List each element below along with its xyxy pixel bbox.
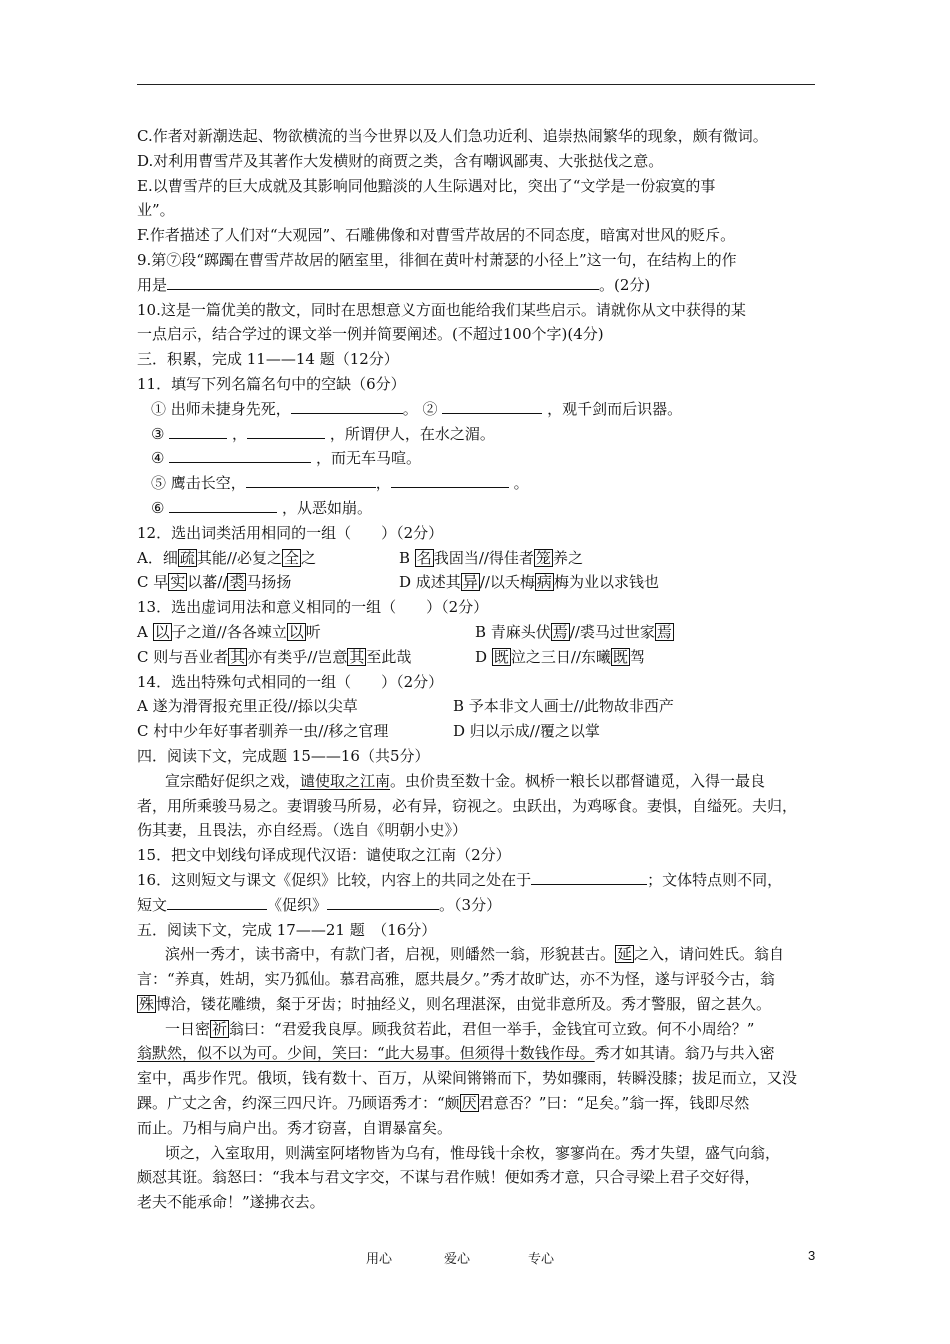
- passage2-p2-line3: 室中，禹步作咒。俄顷，钱有数十、百万，从梁间锵锵而下，势如骤雨，转瞬没膝；拔足而立，又没: [137, 1069, 798, 1088]
- passage1-line2: 者，用所乘骏马易之。妻谓骏马所易，必有异，窃视之。虫跃出，为鸡啄食。妻惧，自缢死。夫归，: [137, 796, 798, 815]
- passage2-p2-line5: 而止。乃相与扃户出。秀才窃喜，自谓暴富矣。: [137, 1118, 453, 1137]
- passage2-p2-line2: 翁默然，似不以为可。少间，笑曰：“此大易事。但须得十数钱作母。秀才如其请。翁乃与共入密: [137, 1044, 775, 1063]
- q9-line1: 9.第⑦段“踯躅在曹雪芹故居的陋室里，徘徊在黄叶村萧瑟的小径上”这一句，在结构上的作: [137, 250, 737, 269]
- q12-c-box2: 裘: [229, 573, 245, 592]
- passage1-line3: 伤其妻，且畏法，亦自经焉。（选自《明朝小史》）: [137, 821, 468, 840]
- passage2-p1-line1: 滨州一秀才，读书斋中，有款门者，启视，则皤然一翁，形貌甚古。 延 之入，请问姓氏。翁自: [165, 945, 785, 964]
- q12-d-box1: 异: [462, 573, 478, 592]
- section4-heading: 四．阅读下文，完成题 15——16（共5分）: [137, 746, 430, 765]
- q13-a-box1: 以: [154, 622, 170, 641]
- q16-line1: 16．这则短文与课文《促织》比较，内容上的共同之处在于 ；文体特点则不同，: [137, 870, 783, 889]
- q12-option-a: A．细 疏 其能//必复之 全 之: [137, 548, 316, 567]
- q14-row1: [137, 694, 815, 719]
- q13-option-b: B 青麻头伏 焉 //裘马过世家 焉: [475, 622, 672, 641]
- q11-blank-3[interactable]: [169, 424, 227, 439]
- passage2-p3-line1: 顷之，入室取用，则满室阿堵物皆为乌有，惟母钱十余枚，寥寥尚在。秀才失望，盛气向翁，: [165, 1143, 781, 1162]
- q11-item3-marker: ③: [151, 424, 165, 443]
- q11-item1: [137, 397, 815, 422]
- q16-blank-2[interactable]: [167, 895, 267, 910]
- q10-line1: 10.这是一篇优美的散文，同时在思想意义方面也能给我们某些启示。请就你从文中获得的某: [137, 300, 746, 319]
- header-rule: [137, 84, 815, 85]
- q13-option-a: A 以 子之道//各各竦立 以 听: [137, 622, 321, 641]
- q9-prefix: 用是: [137, 275, 168, 294]
- underlined-sentence: 谴使取之江南: [300, 771, 391, 790]
- option-c: C.作者对新潮迭起、物欲横流的当今世界以及人们急功近利、追崇热闹繁华的现象，颇有微词。: [137, 127, 768, 145]
- q13-option-c: C 则与吾业者 其 亦有类乎//岂意 其 至此哉: [137, 647, 412, 666]
- q11-item5-text: ⑤ 鹰击长空，: [151, 474, 246, 493]
- passage2-p1-line2: 言：“养真，姓胡，实乃狐仙。慕君高雅，愿共晨夕。”秀才故旷达，亦不为怪，遂与评驳今古，翁: [137, 970, 775, 989]
- option-e-line2: 业”。: [137, 201, 175, 220]
- q14-option-b: B 予本非文人画士//此物故非西产: [453, 697, 674, 716]
- q16-blank-3[interactable]: [327, 895, 439, 910]
- q9-suffix: 。(2分): [599, 275, 651, 294]
- passage2-p3-line3: 老夫不能承命！”遂拂衣去。: [137, 1193, 325, 1212]
- option-f: F.作者描述了人们对“大观园”、石雕佛像和对曹雪芹故居的不同态度，暗寓对世风的贬斥。: [137, 226, 736, 245]
- underlined-sentence-2: 翁默然，似不以为可。少间，笑曰：“此大易事。但须得十数钱作母。: [137, 1044, 595, 1063]
- q12-c-box1: 实: [170, 573, 186, 592]
- footer-slogan-2: 爱心: [444, 1252, 471, 1267]
- q11-item2-marker: 。 ②: [402, 399, 438, 418]
- q11-item3: [137, 422, 815, 447]
- q13-title: 13．选出虚词用法和意义相同的一组（ ）（2分）: [137, 598, 489, 617]
- q10-line2: 一点启示，结合学过的课文举一例并简要阐述。(不超过100个字)(4分): [137, 325, 604, 344]
- q11-item6-text: ，从恶如崩。: [282, 498, 373, 517]
- q11-blank-4[interactable]: [247, 424, 325, 439]
- q14-option-d: D 归以示成//覆之以掌: [453, 722, 600, 741]
- q12-a-box1: 疏: [179, 548, 195, 567]
- q12-d-box2: 病: [536, 573, 552, 592]
- option-d: D.对利用曹雪芹及其著作大发横财的商贾之类，含有嘲讽鄙夷、大张挞伐之意。: [137, 151, 664, 170]
- q11-item4-text: ，而无车马喧。: [316, 449, 422, 468]
- q11-blank-5[interactable]: [169, 448, 311, 463]
- section5-heading: 五．阅读下文，完成 17——21 题 （16分）: [137, 920, 437, 939]
- boxed-char-yan: 延: [617, 945, 633, 964]
- boxed-char-yan2: 厌: [461, 1094, 477, 1113]
- q11-blank-2[interactable]: [442, 399, 542, 414]
- page-content: [137, 124, 815, 1215]
- q12-row1: [137, 546, 815, 571]
- q12-b-box1: 名: [416, 548, 432, 567]
- q13-c-box1: 其: [230, 647, 246, 666]
- q11-item5-comma: ，: [375, 474, 391, 493]
- section3-heading: 三．积累，完成 11——14 题（12分）: [137, 350, 399, 369]
- q15: 15．把文中划线句译成现代汉语：谴使取之江南（2分）: [137, 846, 511, 865]
- q11-item6-marker: ⑥: [151, 498, 165, 517]
- q16-blank-1[interactable]: [531, 870, 647, 885]
- passage2-p3-line2: 颇怼其诳。翁怒曰：“我本与君文字交，不谋与君作贼！便如秀才意，只合寻梁上君子交好得，: [137, 1168, 760, 1187]
- passage2-p1-line3: 殊 博洽，镂花雕缋，粲于牙齿；时抽经义，则名理湛深，由觉非意所及。秀才警服，留之甚久。: [139, 994, 772, 1013]
- page-number: 3: [808, 1248, 816, 1263]
- q12-option-d: D 成述其 异 //以夭梅 病 梅为业以求钱也: [399, 573, 659, 592]
- q14-title: 14．选出特殊句式相同的一组（ ）（2分）: [137, 672, 444, 691]
- q14-row2: [137, 719, 815, 744]
- boxed-char-shu: 殊: [139, 994, 155, 1013]
- q11-item1-text: ① 出师未捷身先死，: [151, 399, 291, 418]
- q11-item3-comma: ，: [232, 424, 248, 443]
- q11-item5: [137, 471, 815, 496]
- passage1-line1: 宣宗酷好促织之戏，谴使取之江南。虫价贵至数十金。枫桥一粮长以郡督谴觅，入得一最良: [165, 771, 766, 790]
- q11-blank-7[interactable]: [391, 473, 509, 488]
- q12-a-box2: 全: [283, 548, 299, 567]
- q12-option-b: B 名 我固当//得佳者 笼 养之: [399, 548, 583, 567]
- footer-slogan-1: 用心: [366, 1252, 393, 1267]
- q11-blank-6[interactable]: [246, 473, 376, 488]
- q12-option-c: C 早 实 以蕃// 裘 马扬扬: [137, 573, 292, 592]
- passage2-p2-line4: 踝。广丈之舍，约深三四尺许。乃顾语秀才：“颇 厌 君意否？”曰：“足矣。”翁一挥，钱即尽然: [137, 1094, 750, 1113]
- passage2-p2-line1: 一日密 祈 翁曰：“君爱我良厚。顾我贫若此，君但一举手，金钱宜可立致。何不小周给？”: [165, 1019, 755, 1038]
- q14-option-c: C 村中少年好事者驯养一虫//移之官理: [137, 722, 389, 741]
- q13-row2: [137, 645, 815, 670]
- q13-b-box2: 焉: [656, 622, 672, 641]
- q11-item4: [137, 446, 815, 471]
- option-e-line1: E.以曹雪芹的巨大成就及其影响同他黯淡的人生际遇对比，突出了“文学是一份寂寞的事: [137, 176, 716, 195]
- q13-d-box2: 既: [612, 647, 628, 666]
- q12-row2: [137, 570, 815, 595]
- q13-c-box2: 其: [349, 647, 365, 666]
- q13-d-box1: 既: [493, 647, 509, 666]
- q16-line2: 短文 《促织》 。（3分）: [137, 895, 502, 914]
- q14-option-a: A 遂为滑胥报充里正役//掭以尖草: [137, 697, 358, 716]
- boxed-char-qi: 祈: [212, 1019, 228, 1038]
- q13-row1: [137, 620, 815, 645]
- q11-blank-1[interactable]: [291, 399, 403, 414]
- q11-blank-8[interactable]: [169, 498, 277, 513]
- q13-option-d: D 既 泣之三日//东曦 既 驾: [475, 647, 645, 666]
- footer-slogan-3: 专心: [528, 1252, 555, 1267]
- q11-title: 11．填写下列名篇名句中的空缺（6分）: [137, 374, 406, 393]
- q11-item6: [137, 496, 815, 521]
- q13-a-box2: 以: [288, 622, 304, 641]
- q9-line2: [137, 273, 815, 298]
- q11-item4-marker: ④: [151, 449, 165, 468]
- q13-b-box1: 焉: [552, 622, 568, 641]
- q9-answer-blank[interactable]: [167, 275, 599, 290]
- q11-item2-text: ，观千剑而后识器。: [547, 399, 683, 418]
- q12-title: 12．选出词类活用相同的一组（ ）（2分）: [137, 523, 444, 542]
- q11-item5-period: 。: [513, 474, 529, 493]
- q12-b-box2: 笼: [535, 548, 551, 567]
- q11-item3-text: ，所谓伊人，在水之湄。: [329, 424, 495, 443]
